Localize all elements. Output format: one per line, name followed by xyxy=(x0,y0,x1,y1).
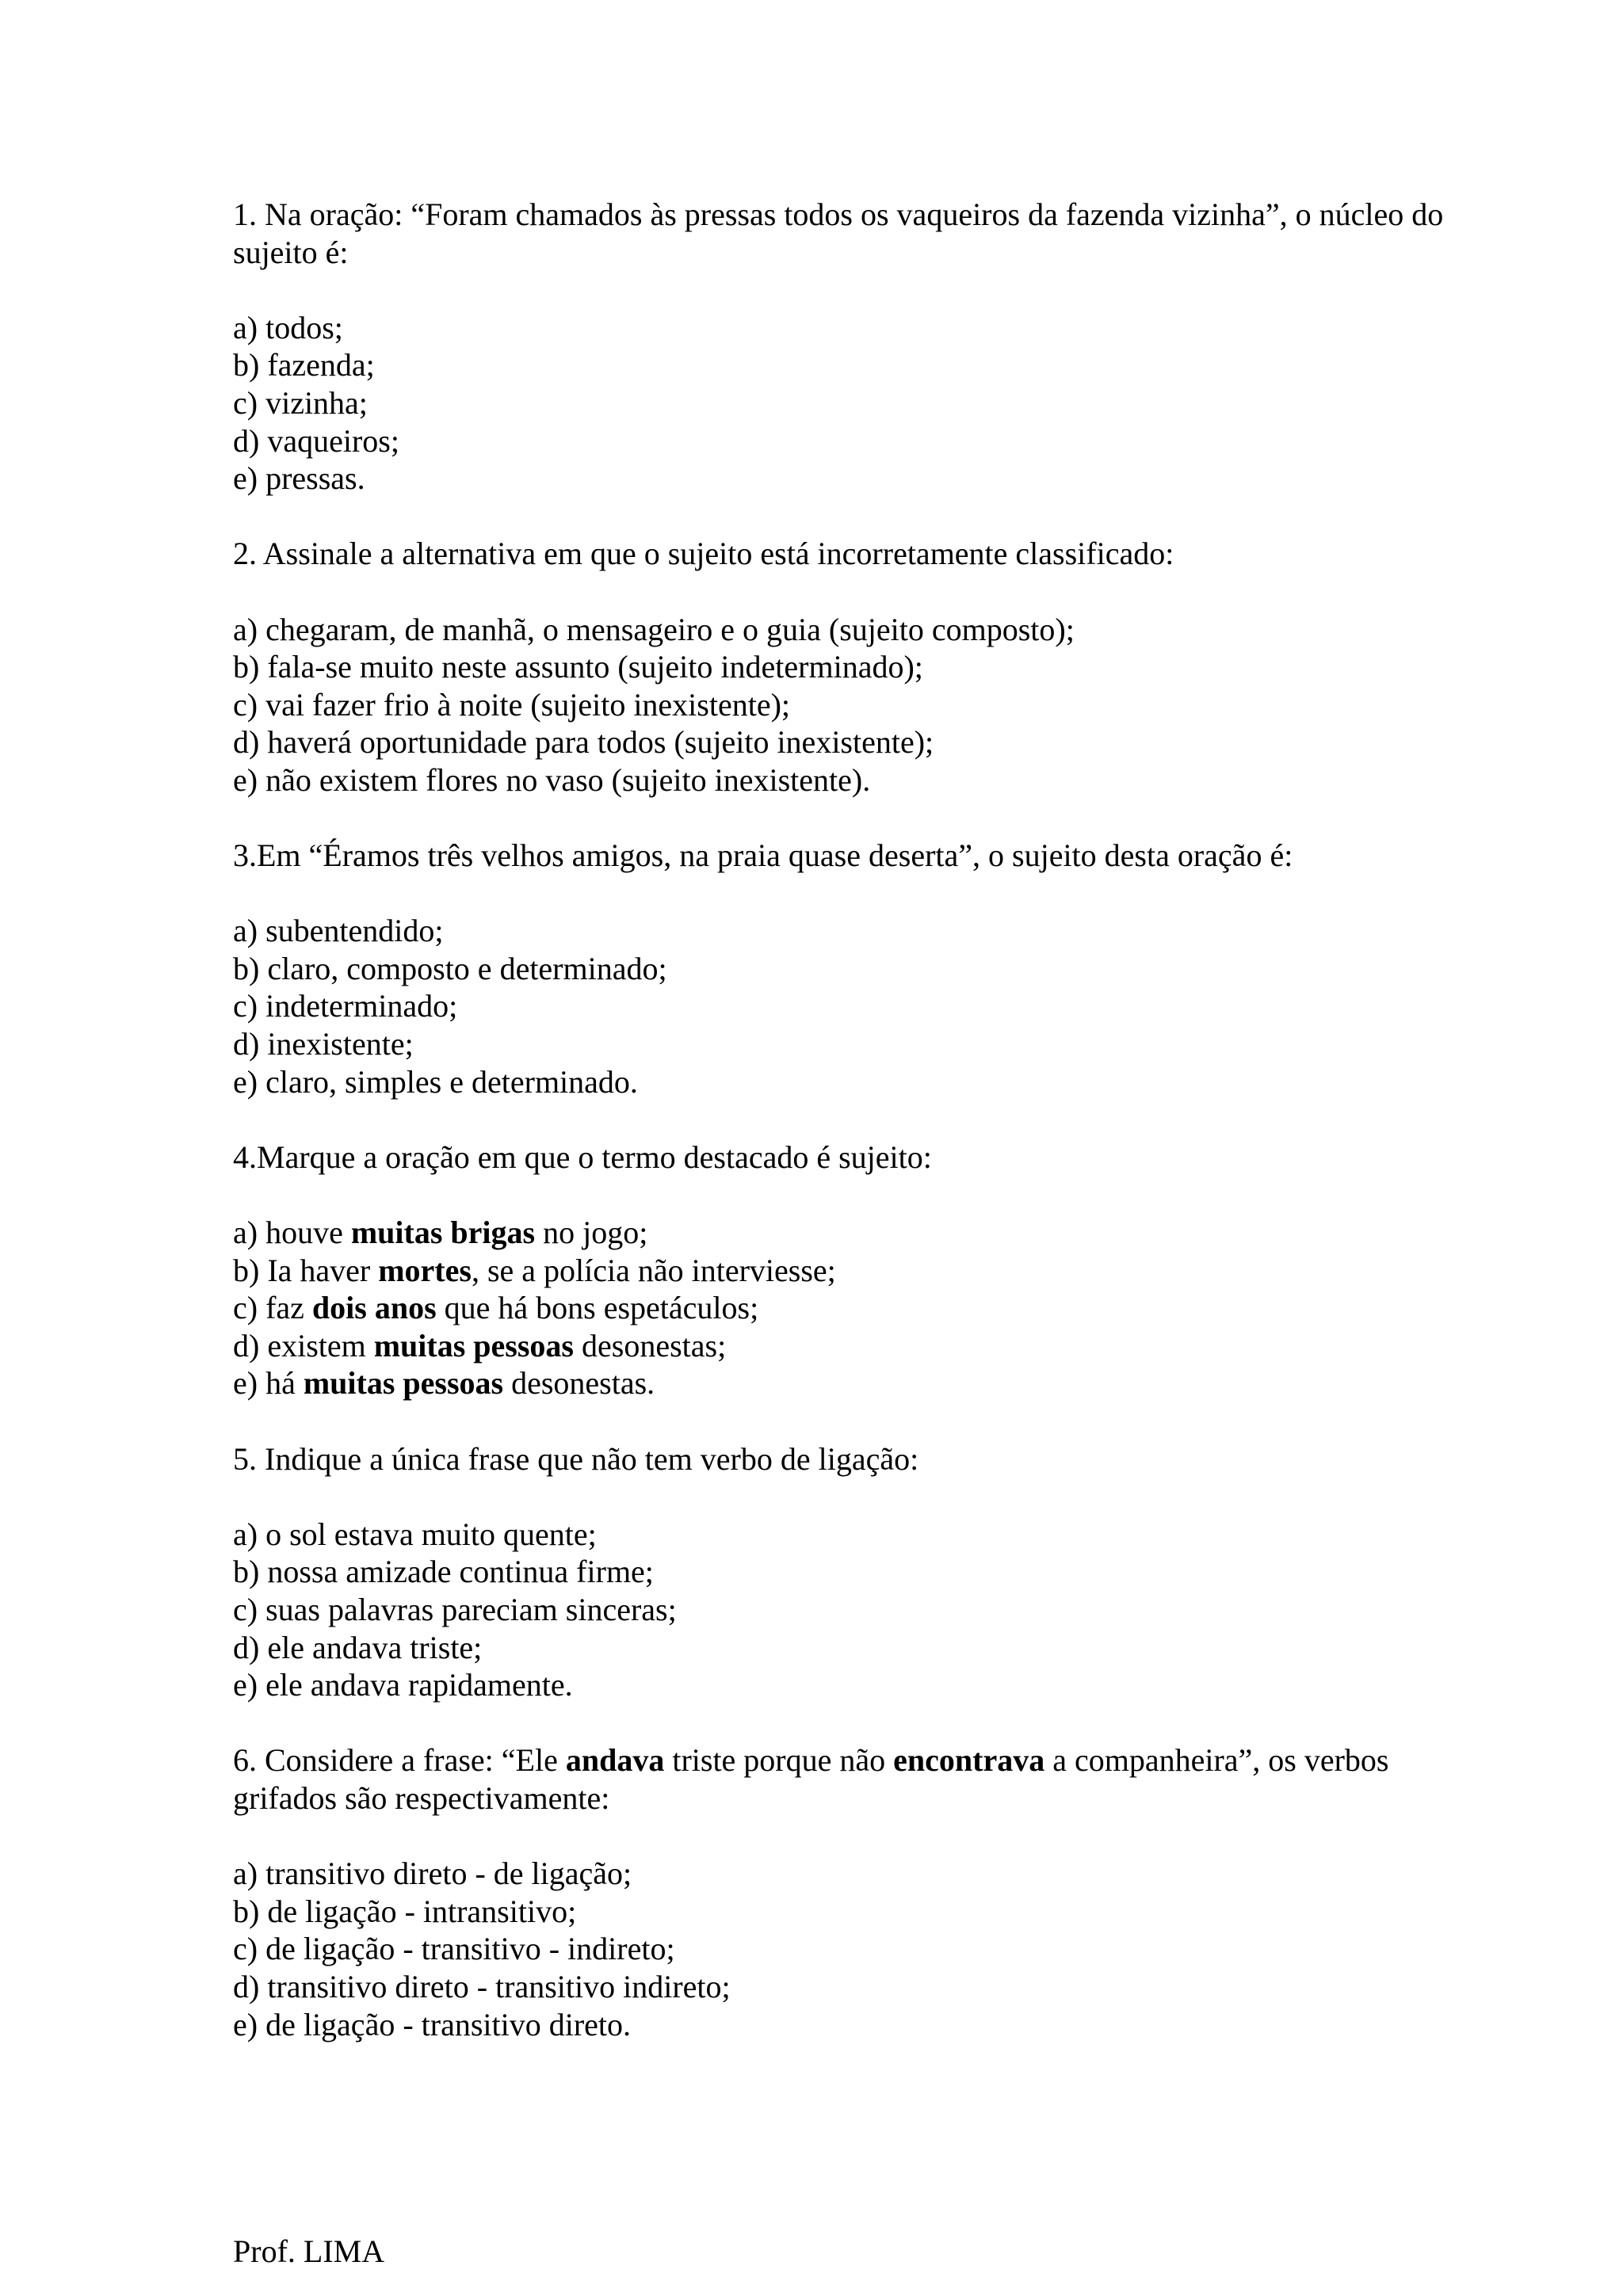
highlighted-term: dois anos xyxy=(311,1290,437,1326)
option-a: a) todos; xyxy=(233,309,343,345)
question-text: 4.Marque a oração em que o termo destacado é sujeito: xyxy=(233,1138,932,1175)
option-prefix: e) há xyxy=(233,1365,304,1402)
option-suffix: , se a polícia não interviesse; xyxy=(471,1252,836,1288)
option-a: a) chegaram, de manhã, o mensageiro e o guia (sujeito composto); xyxy=(233,611,1075,647)
question-text xyxy=(233,1741,1469,1817)
option-prefix: b) Ia haver xyxy=(233,1252,379,1288)
option-e: e) ele andava rapidamente. xyxy=(233,1667,573,1703)
option-b: b) de ligação - intransitivo; xyxy=(233,1893,577,1929)
question-text: 1. Na oração: “Foram chamados às pressas todos os vaqueiros da fazenda vizinha”, o núcleo do sujeito é: xyxy=(233,196,1444,270)
question-text-part: 6. Considere a frase: “Ele xyxy=(233,1742,566,1779)
option-e: e) não existem flores no vaso (sujeito inexistente). xyxy=(233,761,871,798)
highlighted-term: muitas pessoas xyxy=(373,1327,574,1363)
question-text-part: a companheira”, os verbos grifados são respectivamente: xyxy=(233,1742,1389,1816)
question-3 xyxy=(233,837,1469,1100)
question-text: 5. Indique a única frase que não tem verbo de ligação: xyxy=(233,1440,919,1477)
option-list xyxy=(233,1855,1469,2043)
highlighted-term: mortes xyxy=(378,1252,472,1288)
question-1 xyxy=(233,196,1469,498)
option-a: a) subentendido; xyxy=(233,913,444,949)
option-e: e) de ligação - transitivo direto. xyxy=(233,2006,632,2042)
option-e: e) claro, simples e determinado. xyxy=(233,1063,638,1100)
option-suffix: que há bons espetáculos; xyxy=(436,1290,759,1326)
option-a xyxy=(233,1214,1469,1252)
option-b xyxy=(233,1252,1469,1290)
option-a: a) transitivo direto - de ligação; xyxy=(233,1855,632,1892)
question-5 xyxy=(233,1440,1469,1704)
option-e: e) pressas. xyxy=(233,460,365,497)
question-text-part: triste porque não xyxy=(664,1742,894,1779)
option-d: d) ele andava triste; xyxy=(233,1629,483,1665)
option-c: c) vizinha; xyxy=(233,384,368,421)
question-text: 3.Em “Éramos três velhos amigos, na praia quase deserta”, o sujeito desta oração é: xyxy=(233,837,1293,874)
option-prefix: c) faz xyxy=(233,1290,312,1326)
option-d: d) vaqueiros; xyxy=(233,422,399,459)
option-d: d) haverá oportunidade para todos (sujeito inexistente); xyxy=(233,724,934,761)
option-list xyxy=(233,611,1469,799)
option-prefix: d) existem xyxy=(233,1327,374,1363)
option-d: d) inexistente; xyxy=(233,1026,414,1062)
question-4 xyxy=(233,1138,1469,1402)
highlighted-verb: encontrava xyxy=(893,1742,1045,1779)
option-b: b) fala-se muito neste assunto (sujeito indeterminado); xyxy=(233,649,923,685)
option-suffix: desonestas; xyxy=(574,1327,727,1363)
option-c: c) indeterminado; xyxy=(233,988,458,1024)
option-b: b) fazenda; xyxy=(233,347,375,383)
option-c: c) vai fazer frio à noite (sujeito inexistente); xyxy=(233,686,791,723)
option-list xyxy=(233,1214,1469,1402)
option-b: b) nossa amizade continua firme; xyxy=(233,1554,654,1590)
highlighted-verb: andava xyxy=(565,1742,665,1779)
question-text: 2. Assinale a alternativa em que o sujeito está incorretamente classificado: xyxy=(233,536,1174,572)
author-footer: Prof. LIMA xyxy=(233,2233,385,2269)
option-prefix: a) houve xyxy=(233,1215,351,1251)
highlighted-term: muitas pessoas xyxy=(303,1365,504,1402)
question-list xyxy=(233,196,1469,2081)
option-list xyxy=(233,1516,1469,1704)
option-b: b) claro, composto e determinado; xyxy=(233,950,667,986)
option-list xyxy=(233,912,1469,1100)
option-e xyxy=(233,1364,1469,1402)
option-c: c) suas palavras pareciam sinceras; xyxy=(233,1591,677,1627)
option-suffix: desonestas. xyxy=(503,1365,655,1402)
option-a: a) o sol estava muito quente; xyxy=(233,1516,597,1552)
option-c xyxy=(233,1289,1469,1327)
question-2 xyxy=(233,535,1469,799)
option-d: d) transitivo direto - transitivo indireto; xyxy=(233,1968,731,2004)
highlighted-term: muitas brigas xyxy=(350,1215,536,1251)
option-list xyxy=(233,309,1469,498)
option-suffix: no jogo; xyxy=(535,1215,648,1251)
option-c: c) de ligação - transitivo - indireto; xyxy=(233,1931,675,1967)
option-d xyxy=(233,1327,1469,1365)
question-6 xyxy=(233,1741,1469,2043)
